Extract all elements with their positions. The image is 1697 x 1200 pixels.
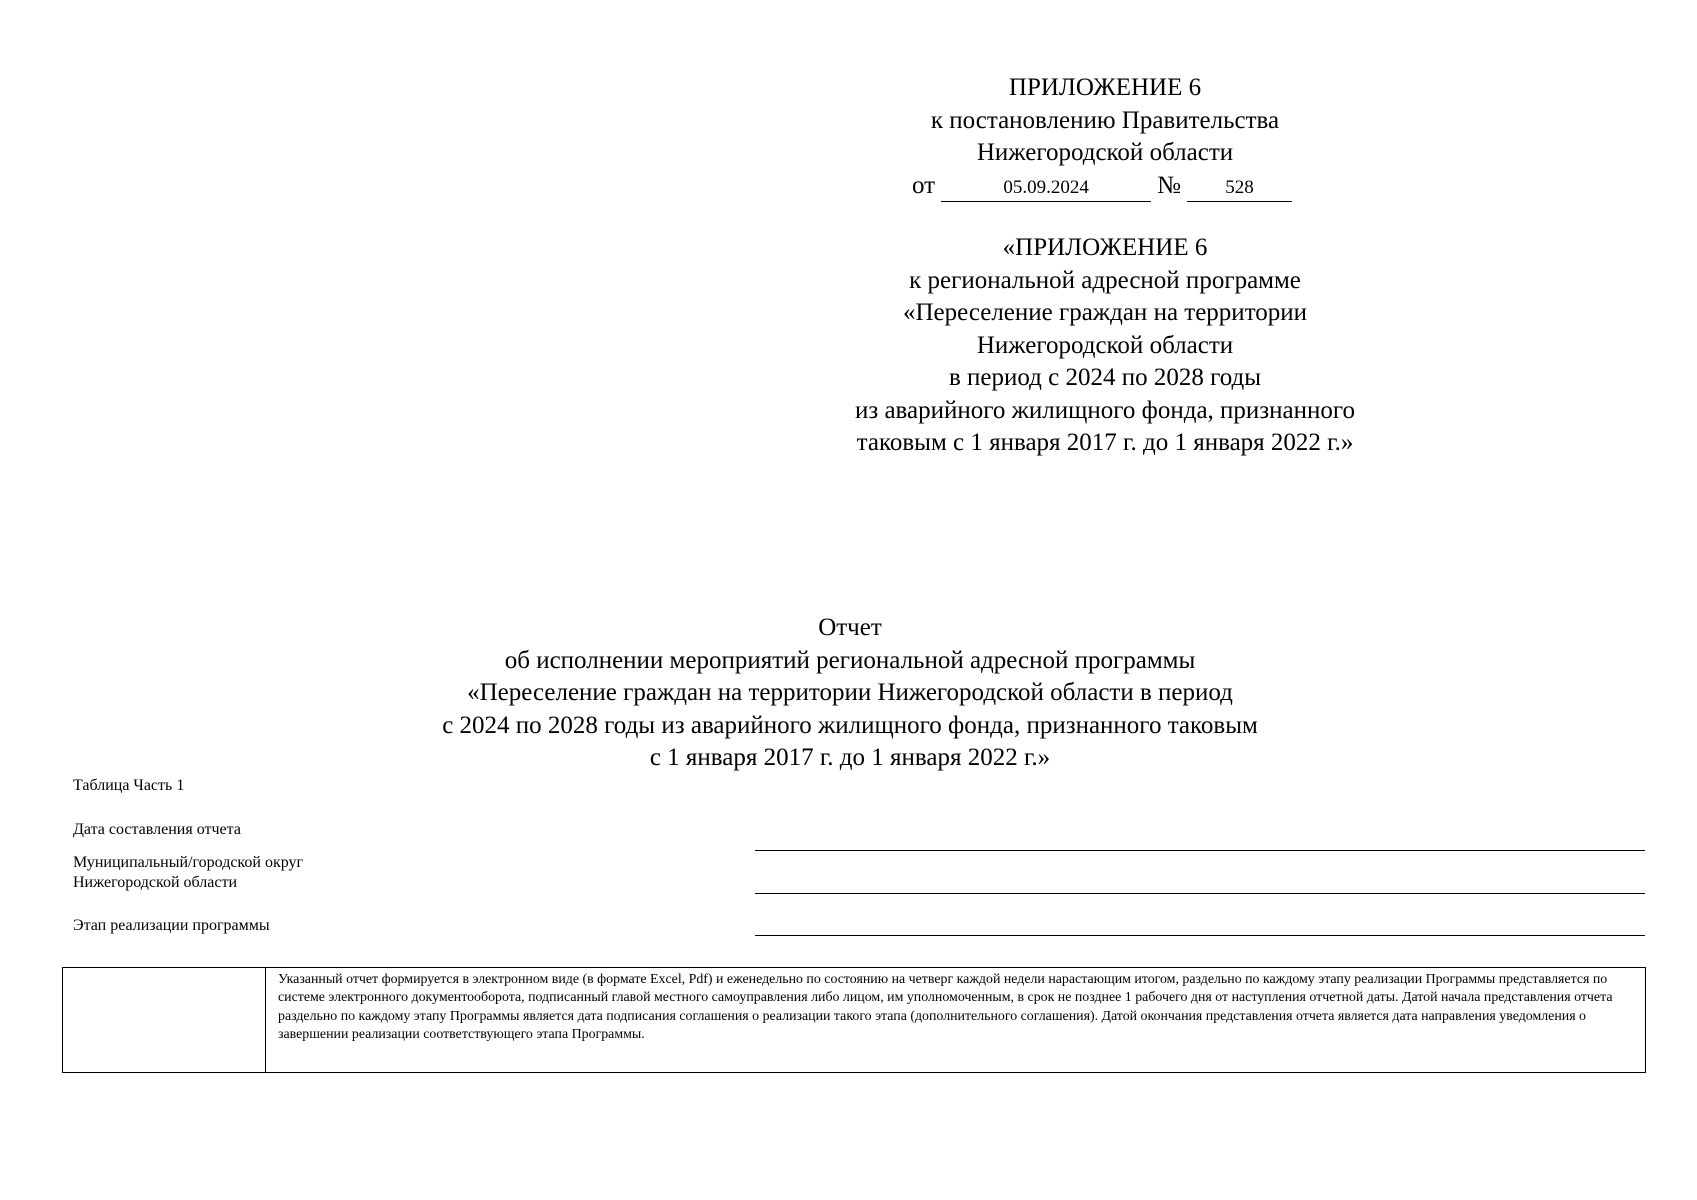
report-date-label: Дата составления отчета — [73, 821, 241, 838]
approval-subtitle: к постановлению Правительства — [930, 106, 1280, 134]
annex-line: к региональной адресной программе — [909, 266, 1301, 294]
spacer — [790, 202, 1420, 232]
report-line: об исполнении мероприятий региональной адресной программы — [504, 646, 1196, 674]
report-date-input-line[interactable] — [755, 850, 1645, 851]
approval-region: Нижегородской области — [976, 139, 1234, 166]
report-line: с 1 января 2017 г. до 1 января 2022 г.» — [649, 744, 1051, 771]
approval-title: ПРИЛОЖЕНИЕ 6 — [1008, 74, 1202, 101]
stage-input-line[interactable] — [755, 935, 1645, 936]
stage-label: Этап реализации программы — [73, 917, 270, 934]
approval-block — [790, 72, 1420, 460]
table-part-label: Таблица Часть 1 — [73, 777, 185, 794]
annex-line: «ПРИЛОЖЕНИЕ 6 — [1002, 234, 1208, 261]
from-label: от — [912, 171, 936, 199]
report-title — [250, 612, 1450, 775]
annex-line: «Переселение граждан на территории — [902, 299, 1308, 326]
note-table-empty-cell — [63, 968, 266, 1072]
report-heading: Отчет — [818, 614, 882, 641]
annex-line: в период с 2024 по 2028 годы — [948, 364, 1262, 391]
annex-line: Нижегородской области — [976, 331, 1234, 359]
municipality-label: Муниципальный/городской округ — [73, 854, 304, 871]
annex-line: таковым с 1 января 2017 г. до 1 января 2022 г.» — [856, 429, 1354, 456]
annex-line: из аварийного жилищного фонда, признанного — [854, 396, 1356, 424]
municipality-label-region: Нижегородской области — [73, 874, 238, 891]
number-sign: № — [1157, 171, 1181, 199]
approval-number-field: 528 — [1187, 176, 1292, 202]
approval-date-row — [790, 170, 1420, 203]
note-text: Указанный отчет формируется в электронном виде (в формате Excel, Pdf) и еженедельно по состоянию на четверг каждой недели нарастающим итогом, раздельно по каждому этапу реализации Программы представляется по системе электронного документооборота, подписанный главой местного самоуправления либо лицом, им уполномоченным, в срок не позднее 1 рабочего дня от наступления отчетной даты. Датой начала представления отчета раздельно по каждому этапу Программы является дата подписания соглашения о реализации такого этапа (дополнительного соглашения). Датой окончания представления отчета является дата направления уведомления о завершении реализации соответствующего этапа Программы. — [278, 972, 1613, 1042]
report-line: с 2024 по 2028 годы из аварийного жилищного фонда, признанного таковым — [442, 711, 1258, 739]
approval-date-field: 05.09.2024 — [941, 176, 1151, 202]
report-line: «Переселение граждан на территории Нижегородской области в период — [467, 679, 1233, 706]
municipality-input-line[interactable] — [755, 893, 1645, 894]
note-table — [62, 967, 1646, 1073]
